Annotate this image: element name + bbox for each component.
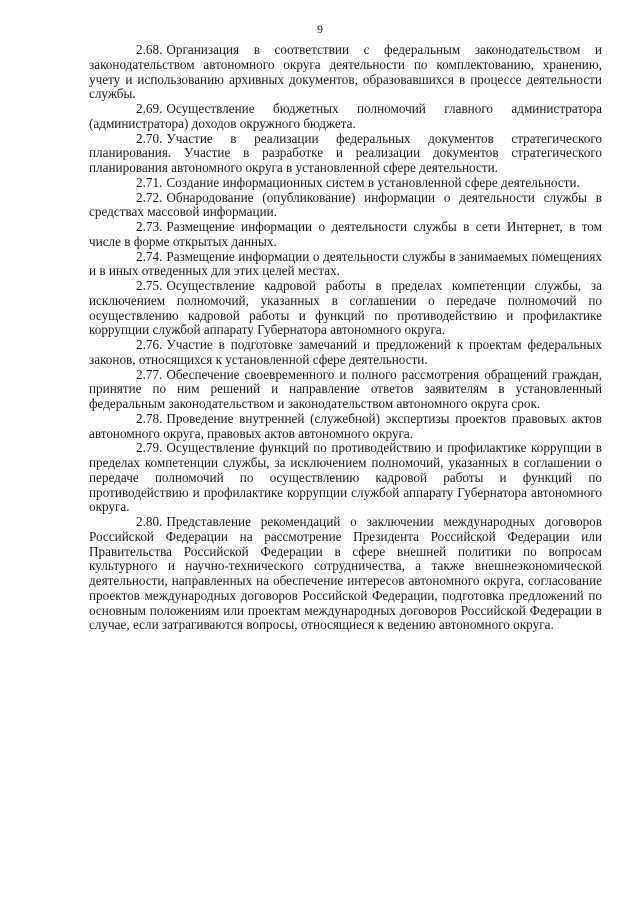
paragraph-2-76 [89, 338, 602, 368]
paragraph-2-69 [89, 102, 602, 132]
item-text: Организация в соответствии с федеральным законодательством и законодательством автономного округа деятельности по комплектованию, хранению, учету и использованию архивных документов, образовавшихся в процессе деятельности службы. [89, 42, 602, 102]
paragraph-2-75 [89, 279, 602, 338]
item-text: Проведение внутренней (служебной) экспертизы проектов правовых актов автономного округа, правовых актов автономного округа. [89, 410, 602, 441]
paragraph-2-72 [89, 191, 602, 221]
item-text: Размещение информации о деятельности службы в сети Интернет, в том числе в форме открытых данных. [89, 219, 602, 249]
paragraph-2-78 [89, 412, 602, 442]
item-text: Осуществление кадровой работы в пределах компетенции службы, за исключением полномочий, указанных в соглашении о передаче полномочий по осуществлению кадровой работы и функций по противодействию и профилактике коррупции службой аппарату Губернатора автономного округа. [89, 278, 602, 338]
item-number: 2.69. [136, 101, 163, 116]
page-number: 9 [317, 22, 323, 36]
item-number: 2.79. [136, 440, 163, 456]
paragraph-2-71 [89, 176, 602, 191]
item-text: Участие в подготовке замечаний и предложений к проектам федеральных законов, относящихся к установленной сфере деятельности. [89, 337, 602, 367]
item-text: Размещение информации о деятельности службы в занимаемых помещениях и в иных отведенных для этих целей местах. [89, 248, 602, 279]
item-text: Обеспечение своевременного и полного рассмотрения обращений граждан, принятие по ним решений и направление ответов заявителям в установленный федеральным законодательством и законодательством автономного округа срок. [89, 366, 602, 411]
paragraph-2-68 [89, 43, 602, 102]
item-number: 2.68. [136, 42, 163, 57]
paragraph-2-80 [89, 515, 602, 633]
item-text: Представление рекомендаций о заключении международных договоров Российской Федерации на рассмотрение Президента Российской Федерации или Правительства Российской Федерации в сфере внешней политики по вопросам культурного и научно-технического сотрудничества, а также внешнеэкономической деятельности, направленных на обеспечение интересов автономного округа, согласование проектов международных договоров Российской Федерации, подготовка предложений по основным положениям или проектам международных договоров Российской Федерации в случае, если затрагиваются вопросы, относящиеся к ведению автономного округа. [89, 514, 602, 633]
item-text: Осуществление бюджетных полномочий главного администратора (администратора) доходов окружного бюджета. [89, 101, 602, 131]
paragraph-2-77 [89, 368, 602, 412]
item-number: 2.76. [136, 337, 163, 352]
item-text: Участие в реализации федеральных документов стратегического планирования. Участие в разработке и реализации документов стратегического планирования автономного округа в установленной сфере деятельности. [89, 130, 602, 175]
document-body [89, 43, 602, 633]
item-number: 2.74. [136, 248, 163, 264]
paragraph-2-79 [89, 441, 602, 515]
item-number: 2.78. [136, 410, 163, 426]
item-number: 2.77. [136, 366, 163, 382]
paragraph-2-73 [89, 220, 602, 250]
item-number: 2.71. [136, 174, 163, 190]
paragraph-2-70 [89, 132, 602, 176]
item-text: Осуществление функций по противодействию и профилактике коррупции в пределах компетенции службы, за исключением полномочий, указанных в соглашении о передаче полномочий по осуществлению кадровой работы и функций по противодействию и профилактике коррупции службой аппарату Губернатора автономного округа. [89, 440, 602, 515]
paragraph-2-74 [89, 250, 602, 280]
item-number: 2.70. [136, 130, 163, 146]
item-number: 2.72. [136, 189, 163, 205]
item-text: Создание информационных систем в установленной сфере деятельности. [166, 174, 580, 190]
item-number: 2.75. [136, 278, 163, 293]
item-number: 2.80. [136, 514, 163, 529]
item-text: Обнародование (опубликование) информации о деятельности службы в средствах массовой информации. [89, 189, 602, 220]
item-number: 2.73. [136, 219, 163, 234]
